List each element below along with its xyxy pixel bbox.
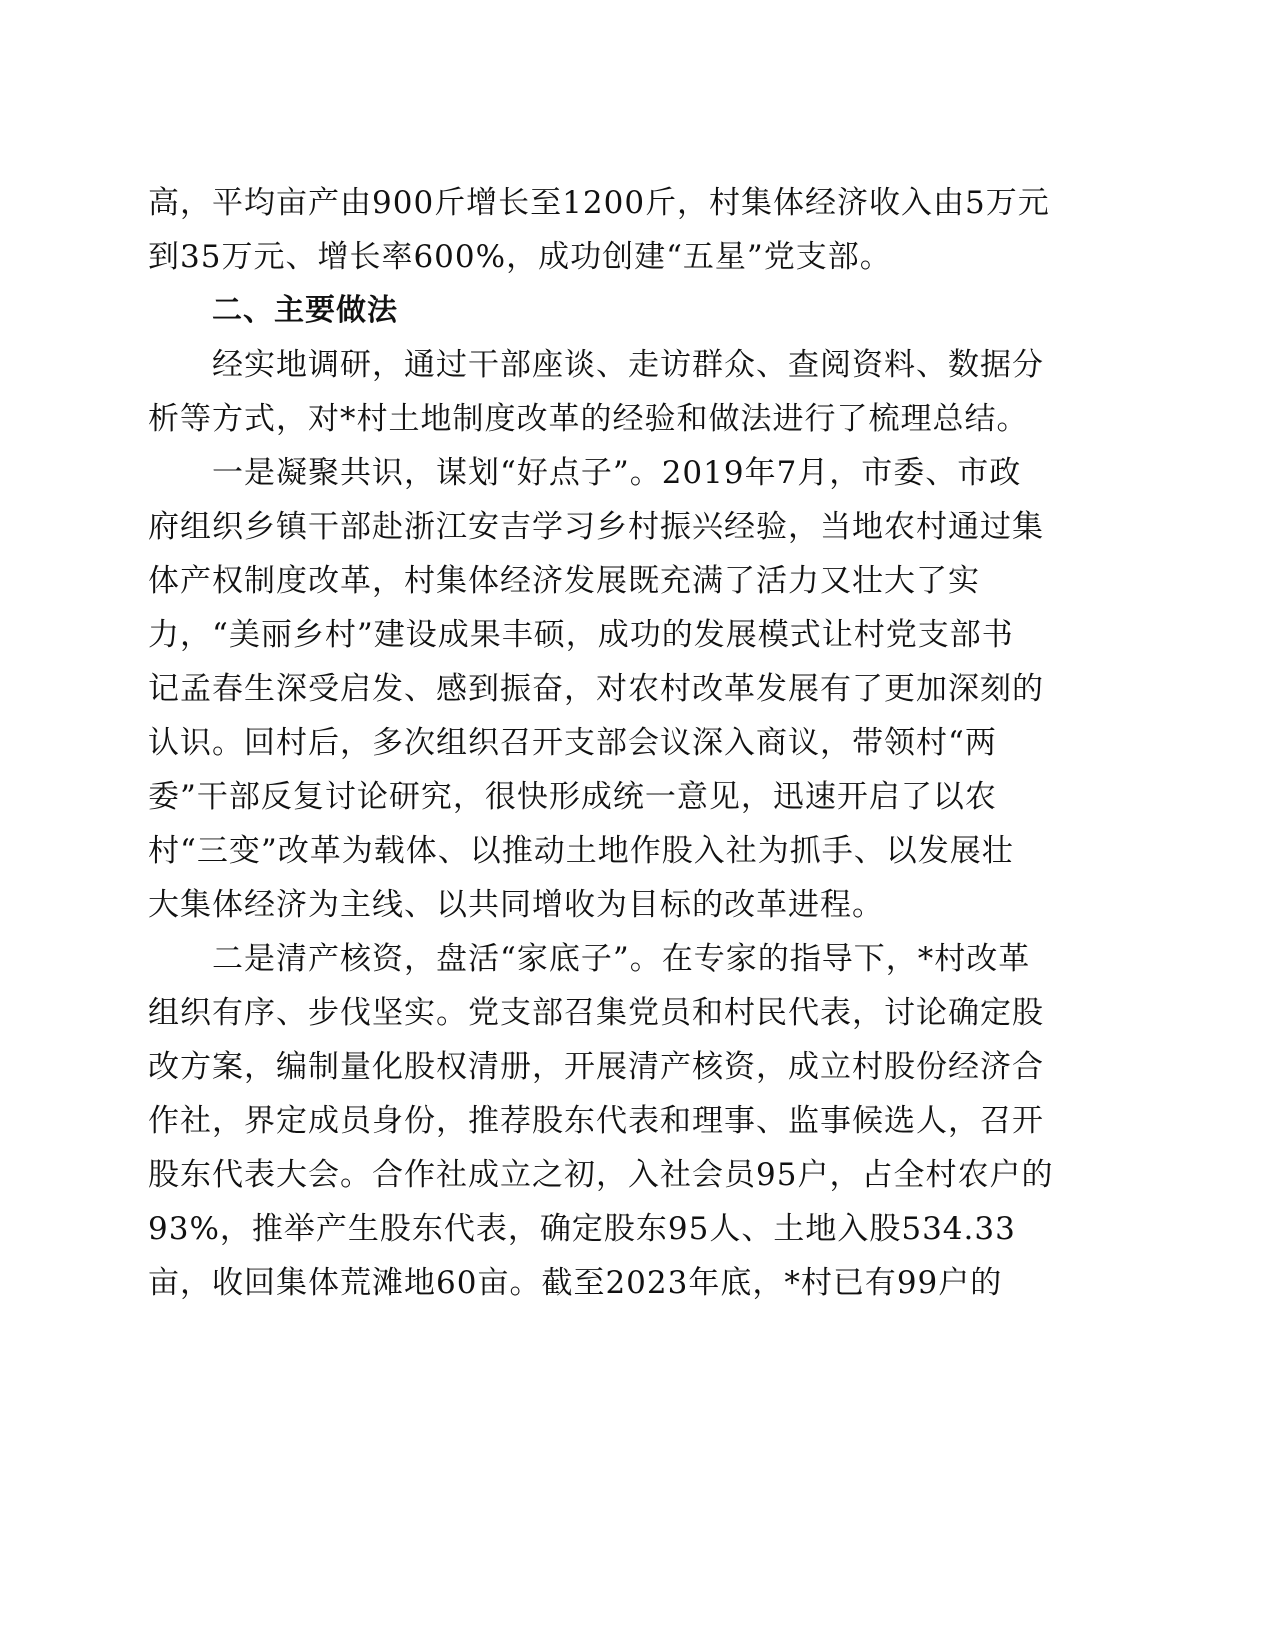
- body-line: 股东代表大会。合作社成立之初，入社会员95户，占全村农户的: [148, 1157, 1054, 1193]
- body-line: 改方案，编制量化股权清册，开展清产核资，成立村股份经济合: [148, 1049, 1044, 1085]
- body-line: 组织有序、步伐坚实。党支部召集党员和村民代表，讨论确定股: [148, 995, 1044, 1031]
- body-line: 析等方式，对*村土地制度改革的经验和做法进行了梳理总结。: [148, 401, 1029, 437]
- body-line: 高，平均亩产由900斤增长至1200斤，村集体经济收入由5万元: [148, 185, 1050, 221]
- body-line: 委”干部反复讨论研究，很快形成统一意见，迅速开启了以农: [148, 779, 997, 815]
- body-line: 力，“美丽乡村”建设成果丰硕，成功的发展模式让村党支部书: [148, 617, 1014, 653]
- paragraph-first-line: 一是凝聚共识，谋划“好点子”。2019年7月，市委、市政: [212, 455, 1022, 491]
- body-line: 认识。回村后，多次组织召开支部会议深入商议，带领村“两: [148, 725, 997, 761]
- body-line: 作社，界定成员身份，推荐股东代表和理事、监事候选人，召开: [148, 1103, 1044, 1139]
- body-line: 到35万元、增长率600%，成功创建“五星”党支部。: [148, 239, 892, 275]
- body-line: 记孟春生深受启发、感到振奋，对农村改革发展有了更加深刻的: [148, 671, 1044, 707]
- body-line: 体产权制度改革，村集体经济发展既充满了活力又壮大了实: [148, 563, 980, 599]
- body-line: 93%，推举产生股东代表，确定股东95人、土地入股534.33: [148, 1211, 1016, 1247]
- body-line: 府组织乡镇干部赴浙江安吉学习乡村振兴经验，当地农村通过集: [148, 509, 1044, 545]
- section-heading: 二、主要做法: [212, 293, 398, 328]
- paragraph-first-line: 二是清产核资，盘活“家底子”。在专家的指导下，*村改革: [212, 941, 1031, 977]
- body-line: 亩，收回集体荒滩地60亩。截至2023年底，*村已有99户的: [148, 1265, 1003, 1301]
- body-line: 大集体经济为主线、以共同增收为目标的改革进程。: [148, 887, 884, 923]
- document-body: [148, 176, 1054, 1310]
- body-line: 村“三变”改革为载体、以推动土地作股入社为抓手、以发展壮: [148, 833, 1014, 869]
- paragraph-first-line: 经实地调研，通过干部座谈、走访群众、查阅资料、数据分: [212, 347, 1044, 383]
